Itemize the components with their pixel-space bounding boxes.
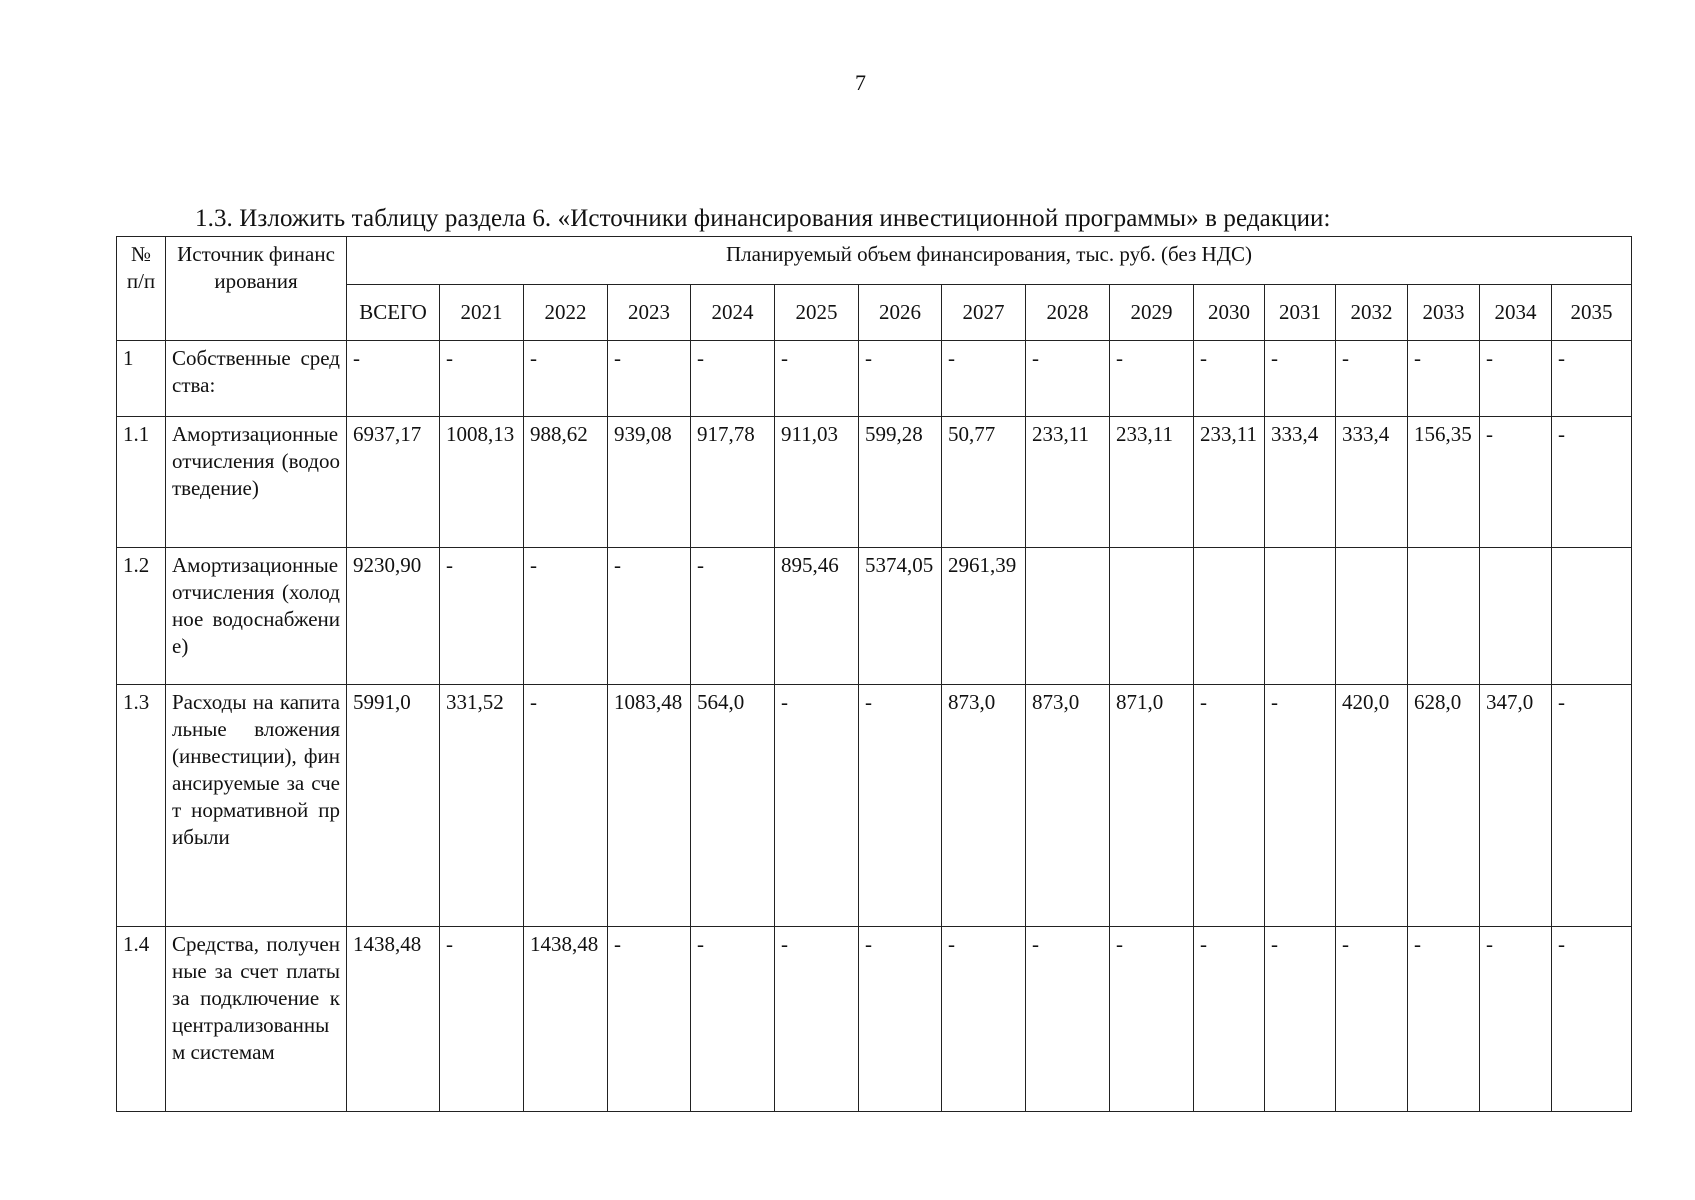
cell-value: 156,35 xyxy=(1408,417,1480,548)
cell-value: - xyxy=(1408,341,1480,417)
col-year-header: 2021 xyxy=(440,285,524,341)
cell-value: - xyxy=(1552,684,1632,926)
cell-value: - xyxy=(1480,341,1552,417)
col-year-header: 2027 xyxy=(942,285,1026,341)
cell-value: 1008,13 xyxy=(440,417,524,548)
cell-value: 333,4 xyxy=(1265,417,1336,548)
col-source-header: Источник финансирования xyxy=(166,237,347,341)
cell-value xyxy=(1552,548,1632,684)
cell-value: - xyxy=(1552,417,1632,548)
col-year-header: 2029 xyxy=(1110,285,1194,341)
cell-total: 1438,48 xyxy=(347,926,440,1111)
cell-value: - xyxy=(942,341,1026,417)
cell-value: - xyxy=(691,926,775,1111)
cell-value: 873,0 xyxy=(1026,684,1110,926)
cell-value: 1438,48 xyxy=(524,926,608,1111)
cell-value: - xyxy=(775,926,859,1111)
row-number: 1.4 xyxy=(117,926,166,1111)
cell-value: - xyxy=(1026,926,1110,1111)
col-number-header: № п/п xyxy=(117,237,166,341)
cell-value: - xyxy=(859,926,942,1111)
cell-value: - xyxy=(1336,926,1408,1111)
row-source: Амортизационные отчисления (водоотведение) xyxy=(166,417,347,548)
cell-value: 50,77 xyxy=(942,417,1026,548)
row-source: Собственные средства: xyxy=(166,341,347,417)
table-row xyxy=(117,341,1632,417)
cell-value: - xyxy=(775,684,859,926)
cell-value: - xyxy=(1194,684,1265,926)
cell-value: 1083,48 xyxy=(608,684,691,926)
cell-value: 233,11 xyxy=(1026,417,1110,548)
cell-value xyxy=(1110,548,1194,684)
cell-value: 333,4 xyxy=(1336,417,1408,548)
cell-value xyxy=(1026,548,1110,684)
cell-value: 628,0 xyxy=(1408,684,1480,926)
cell-value: - xyxy=(691,548,775,684)
cell-value: 331,52 xyxy=(440,684,524,926)
cell-value: 5374,05 xyxy=(859,548,942,684)
row-source: Средства, полученные за счет платы за подключение к централизованным системам xyxy=(166,926,347,1111)
cell-value xyxy=(1194,548,1265,684)
cell-value: - xyxy=(859,341,942,417)
cell-total: - xyxy=(347,341,440,417)
volume-header: Планируемый объем финансирования, тыс. руб. (без НДС) xyxy=(347,237,1632,285)
col-year-header: 2028 xyxy=(1026,285,1110,341)
table-row xyxy=(117,548,1632,684)
row-number: 1.2 xyxy=(117,548,166,684)
cell-value xyxy=(1336,548,1408,684)
cell-value: 233,11 xyxy=(1110,417,1194,548)
cell-value xyxy=(1480,548,1552,684)
cell-value: - xyxy=(1552,926,1632,1111)
col-year-header: 2030 xyxy=(1194,285,1265,341)
cell-value: - xyxy=(1552,341,1632,417)
col-year-header: 2026 xyxy=(859,285,942,341)
cell-value: - xyxy=(1408,926,1480,1111)
cell-value: - xyxy=(440,548,524,684)
col-year-header: 2024 xyxy=(691,285,775,341)
cell-value: - xyxy=(1480,417,1552,548)
col-year-header: 2034 xyxy=(1480,285,1552,341)
section-heading: 1.3. Изложить таблицу раздела 6. «Источники финансирования инвестиционной программы» в редакции: xyxy=(195,205,1331,232)
cell-value: - xyxy=(1265,684,1336,926)
cell-value: 233,11 xyxy=(1194,417,1265,548)
col-year-header: 2022 xyxy=(524,285,608,341)
page-number: 7 xyxy=(855,70,866,95)
cell-value: - xyxy=(524,341,608,417)
cell-value: 871,0 xyxy=(1110,684,1194,926)
cell-total: 6937,17 xyxy=(347,417,440,548)
row-number: 1.3 xyxy=(117,684,166,926)
cell-value: - xyxy=(942,926,1026,1111)
table-row xyxy=(117,417,1632,548)
row-source: Расходы на капитальные вложения (инвестиции), финансируемые за счет нормативной прибыли xyxy=(166,684,347,926)
cell-value: - xyxy=(1026,341,1110,417)
cell-value: 917,78 xyxy=(691,417,775,548)
row-number: 1.1 xyxy=(117,417,166,548)
cell-value: - xyxy=(440,926,524,1111)
financing-table xyxy=(116,236,1632,1112)
cell-value: - xyxy=(1110,926,1194,1111)
cell-value: - xyxy=(608,341,691,417)
cell-total: 9230,90 xyxy=(347,548,440,684)
cell-value: - xyxy=(1110,341,1194,417)
col-year-header: 2033 xyxy=(1408,285,1480,341)
cell-total: 5991,0 xyxy=(347,684,440,926)
cell-value: 895,46 xyxy=(775,548,859,684)
cell-value: - xyxy=(524,684,608,926)
cell-value: - xyxy=(1336,341,1408,417)
cell-value: - xyxy=(440,341,524,417)
row-number: 1 xyxy=(117,341,166,417)
cell-value: 939,08 xyxy=(608,417,691,548)
cell-value: 347,0 xyxy=(1480,684,1552,926)
row-source: Амортизационные отчисления (холодное водоснабжение) xyxy=(166,548,347,684)
cell-value: - xyxy=(1194,926,1265,1111)
col-year-header: 2025 xyxy=(775,285,859,341)
cell-value: 988,62 xyxy=(524,417,608,548)
cell-value: - xyxy=(524,548,608,684)
cell-value: 420,0 xyxy=(1336,684,1408,926)
col-year-header: 2023 xyxy=(608,285,691,341)
cell-value xyxy=(1265,548,1336,684)
col-year-header: 2031 xyxy=(1265,285,1336,341)
col-year-header: 2032 xyxy=(1336,285,1408,341)
col-year-header: 2035 xyxy=(1552,285,1632,341)
cell-value: 911,03 xyxy=(775,417,859,548)
table-row xyxy=(117,684,1632,926)
cell-value: - xyxy=(775,341,859,417)
cell-value: - xyxy=(608,926,691,1111)
cell-value: 873,0 xyxy=(942,684,1026,926)
cell-value: - xyxy=(1265,926,1336,1111)
cell-value: 2961,39 xyxy=(942,548,1026,684)
cell-value: 564,0 xyxy=(691,684,775,926)
cell-value: - xyxy=(1265,341,1336,417)
cell-value: - xyxy=(1194,341,1265,417)
cell-value xyxy=(1408,548,1480,684)
cell-value: - xyxy=(1480,926,1552,1111)
cell-value: - xyxy=(691,341,775,417)
table-row xyxy=(117,926,1632,1111)
cell-value: - xyxy=(608,548,691,684)
cell-value: 599,28 xyxy=(859,417,942,548)
col-total-header: ВСЕГО xyxy=(347,285,440,341)
cell-value: - xyxy=(859,684,942,926)
